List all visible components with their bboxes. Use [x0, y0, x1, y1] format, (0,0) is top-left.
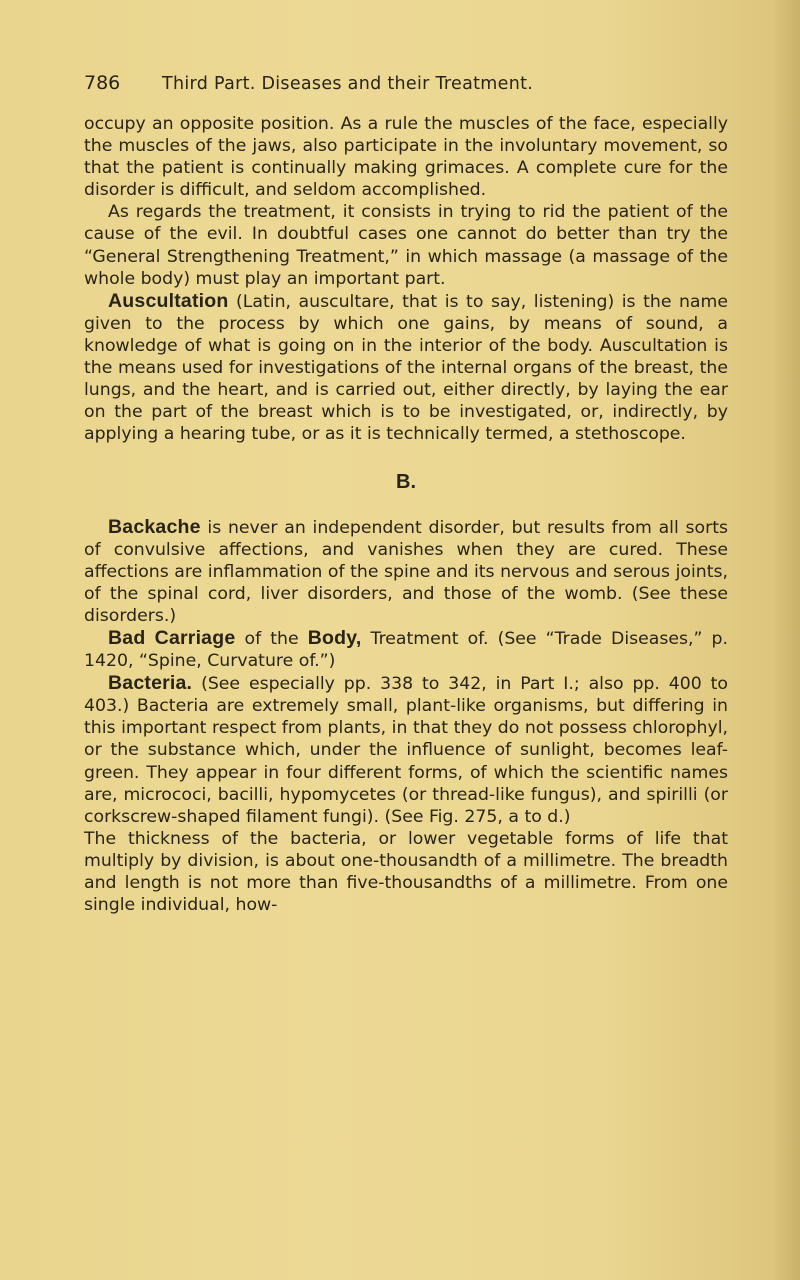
entry-auscultation — [84, 290, 728, 446]
paragraph-chorea-continued — [84, 113, 728, 201]
entry-keyword-secondary: Body, — [307, 626, 362, 649]
page-number: 786 — [84, 72, 121, 94]
entry-text-mid: of the — [235, 628, 308, 649]
running-head — [84, 72, 724, 100]
entry-backache — [84, 516, 728, 627]
entry-text: (Latin, auscultare, that is to say, listening) is the name given to the process by which one gains, by means of sound, a knowledge of what is going on in the interior of the body. Auscultation is the means used for investigations of the internal organs of the breast, the lungs, and the heart, and is carried out, either directly, by laying the ear on the part of the breast which is to be investigated, or, indirectly, by applying a hearing tube, or as it is technically termed, a stethoscope. — [84, 291, 728, 445]
paragraph-text: The thickness of the bacteria, or lower vegetable forms of life that multiply by division, is about one-thousandth of a millimetre. The breadth and length is not more than five-thousandths of a millimetre. From one single individual, how- — [84, 828, 728, 916]
section-heading: B. — [396, 471, 416, 494]
paragraph-text: As regards the treatment, it consists in trying to rid the patient of the cause of the evil. In doubtful cases one cannot do better than try the “General Strengthening Treatment,” in which massage (a massage of the whole body) must play an important part. — [84, 202, 728, 289]
entry-keyword: Backache — [108, 515, 201, 538]
body-text — [84, 113, 728, 916]
entry-text: Treatment of. (See “Trade Diseases,” p. 1420, “Spine, Curvature of.”) — [84, 628, 729, 672]
entry-text: is never an independent disorder, but results from all sorts of convulsive affections, and vanishes when they are cured. These affections are inflammation of the spine and its nervous and serous joints, of the spinal cord, liver disorders, and those of the womb. (See these disorders.) — [84, 517, 728, 626]
entry-bad-carriage — [84, 627, 728, 672]
entry-text: (See especially pp. 338 to 342, in Part I.; also pp. 400 to 403.) Bacteria are extremely small, plant-like organisms, but differing in this important respect from plants, in that they do not possess chlorophyl, or the substance which, under the influence of sunlight, becomes leaf-green. They appear in four different forms, of which the scientific names are, micrococi, bacilli, hypomycetes (or thread-like fungus), and spirilli (or corkscrew-shaped filament fungi). (See Fig. 275, a to d.) — [84, 674, 728, 827]
entry-keyword: Auscultation — [108, 289, 229, 312]
paragraph-bacteria-thickness — [84, 828, 728, 916]
entry-bacteria — [84, 672, 728, 828]
paragraph-text: occupy an opposite position. As a rule the muscles of the face, especially the muscles of the jaws, also participate in the involuntary movement, so that the patient is continually making grimaces. A complete cure for the disorder is difficult, and seldom accomplished. — [84, 114, 728, 201]
entry-keyword: Bad Carriage — [108, 626, 236, 649]
paragraph-chorea-treatment — [84, 201, 728, 289]
page-edge-shadow — [772, 0, 800, 1280]
entry-keyword: Bacteria. — [108, 672, 193, 695]
running-head-title: Third Part. Diseases and their Treatment. — [162, 74, 534, 94]
